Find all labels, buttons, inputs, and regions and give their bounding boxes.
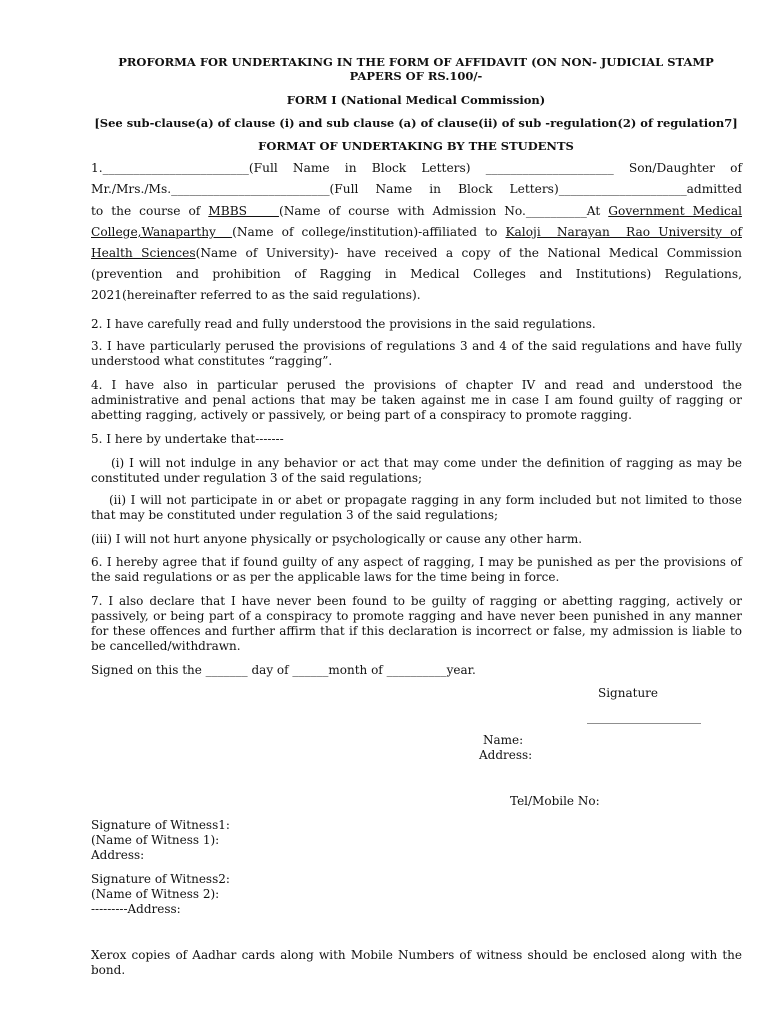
admission-no: (Name of course with Admission No.__________At: [278, 204, 601, 218]
point-5: 5. I here by undertake that-------: [91, 432, 284, 446]
form-heading: FORM I (National Medical Commission): [286, 93, 546, 107]
witness1-signature: Signature of Witness1:: [91, 818, 230, 832]
witness2-name: (Name of Witness 2):: [91, 887, 220, 901]
intro-line-2: [91, 182, 742, 196]
tel-mobile-label: Tel/Mobile No:: [510, 794, 600, 808]
point-5-iii: (iii) I will not hurt anyone physically or psychologically or cause any other harm.: [91, 532, 583, 546]
university-name-part1: Kaloji Narayan Rao University of: [505, 225, 742, 239]
point-7: 7. I also declare that I have never been found to be guilty of ragging or abetting ragging, actively or passively, or being part of a conspiracy to promote ragging and have never been punished in any manner for these offences and further affirm that if this declaration is incorrect or false, my admission is liable to be cancelled/withdrawn.: [91, 594, 742, 653]
parent-name-blank: __________________________(Full Name in Block Letters)_____________________admitted: [171, 182, 742, 196]
signature-line: ___________________: [587, 710, 701, 724]
regulation-reference: [See sub-clause(a) of clause (i) and sub clause (a) of clause(ii) of sub -regulation(2) of regulation7]: [94, 116, 738, 130]
course-name: MBBS: [208, 204, 279, 218]
aadhar-note: Xerox copies of Aadhar cards along with Mobile Numbers of witness should be enclosed along with the bond.: [91, 948, 742, 977]
university-name-part2: Health Sciences: [91, 246, 196, 260]
intro-line-1: [91, 161, 742, 175]
point-5-i: (i) I will not indulge in any behavior or act that may come under the definition of ragging as may be constituted under regulation 3 of the said regulations;: [91, 456, 742, 485]
course-prefix: to the course of: [91, 204, 201, 218]
witness1-name: (Name of Witness 1):: [91, 833, 220, 847]
point-6: 6. I hereby agree that if found guilty of any aspect of ragging, I may be punished as per the provisions of the said regulations or as per the applicable laws for the time being in force.: [91, 555, 742, 584]
title-line-2: PAPERS OF RS.100/-: [349, 69, 483, 83]
intro-line-6: (prevention and prohibition of Ragging in Medical Colleges and Institutions) Regulations,: [91, 267, 742, 281]
witness2-signature: Signature of Witness2:: [91, 872, 230, 886]
intro-line-5: [91, 246, 742, 260]
format-heading: FORMAT OF UNDERTAKING BY THE STUDENTS: [258, 139, 574, 153]
college-suffix: (Name of college/institution)-affiliated to: [232, 225, 498, 239]
point-3: 3. I have particularly perused the provisions of regulations 3 and 4 of the said regulations and have fully understood what constitutes “ragging”.: [91, 339, 742, 368]
full-name-blank: 1.________________________(Full Name in Block Letters): [91, 161, 471, 175]
college-name-part2: College,Wanaparthy: [91, 225, 233, 239]
intro-line-7: 2021(hereinafter referred to as the said regulations).: [91, 288, 421, 302]
point-2: 2. I have carefully read and fully understood the provisions in the said regulations.: [91, 317, 596, 331]
title-line-1: PROFORMA FOR UNDERTAKING IN THE FORM OF AFFIDAVIT (ON NON- JUDICIAL STAMP: [118, 55, 714, 69]
intro-line-3: [91, 204, 742, 218]
address-label: Address:: [479, 748, 533, 762]
parent-title: Mr./Mrs./Ms.: [91, 182, 172, 196]
intro-line-4: [91, 225, 742, 239]
point-4: 4. I have also in particular perused the provisions of chapter IV and read and understood the administrative and penal actions that may be taken against me in case I am found guilty of ragging or abetting ragging, actively or passively, or being part of a conspiracy to promote ragging.: [91, 378, 742, 422]
witness1-address: Address:: [91, 848, 145, 862]
point-5-ii: (ii) I will not participate in or abet or propagate ragging in any form included but not limited to those that may be constituted under regulation 3 of the said regulations;: [91, 493, 742, 522]
signed-on-line: Signed on this the _______ day of ______month of __________year.: [91, 663, 476, 677]
university-suffix: (Name of University)- have received a copy of the National Medical Commission: [195, 246, 742, 260]
college-name-part1: Government Medical: [608, 204, 742, 218]
signature-label: Signature: [598, 686, 659, 700]
son-daughter-of: _____________________ Son/Daughter of: [485, 161, 743, 175]
name-label: Name:: [483, 733, 524, 747]
document-title: [80, 55, 752, 83]
witness2-address: ---------Address:: [91, 902, 181, 916]
